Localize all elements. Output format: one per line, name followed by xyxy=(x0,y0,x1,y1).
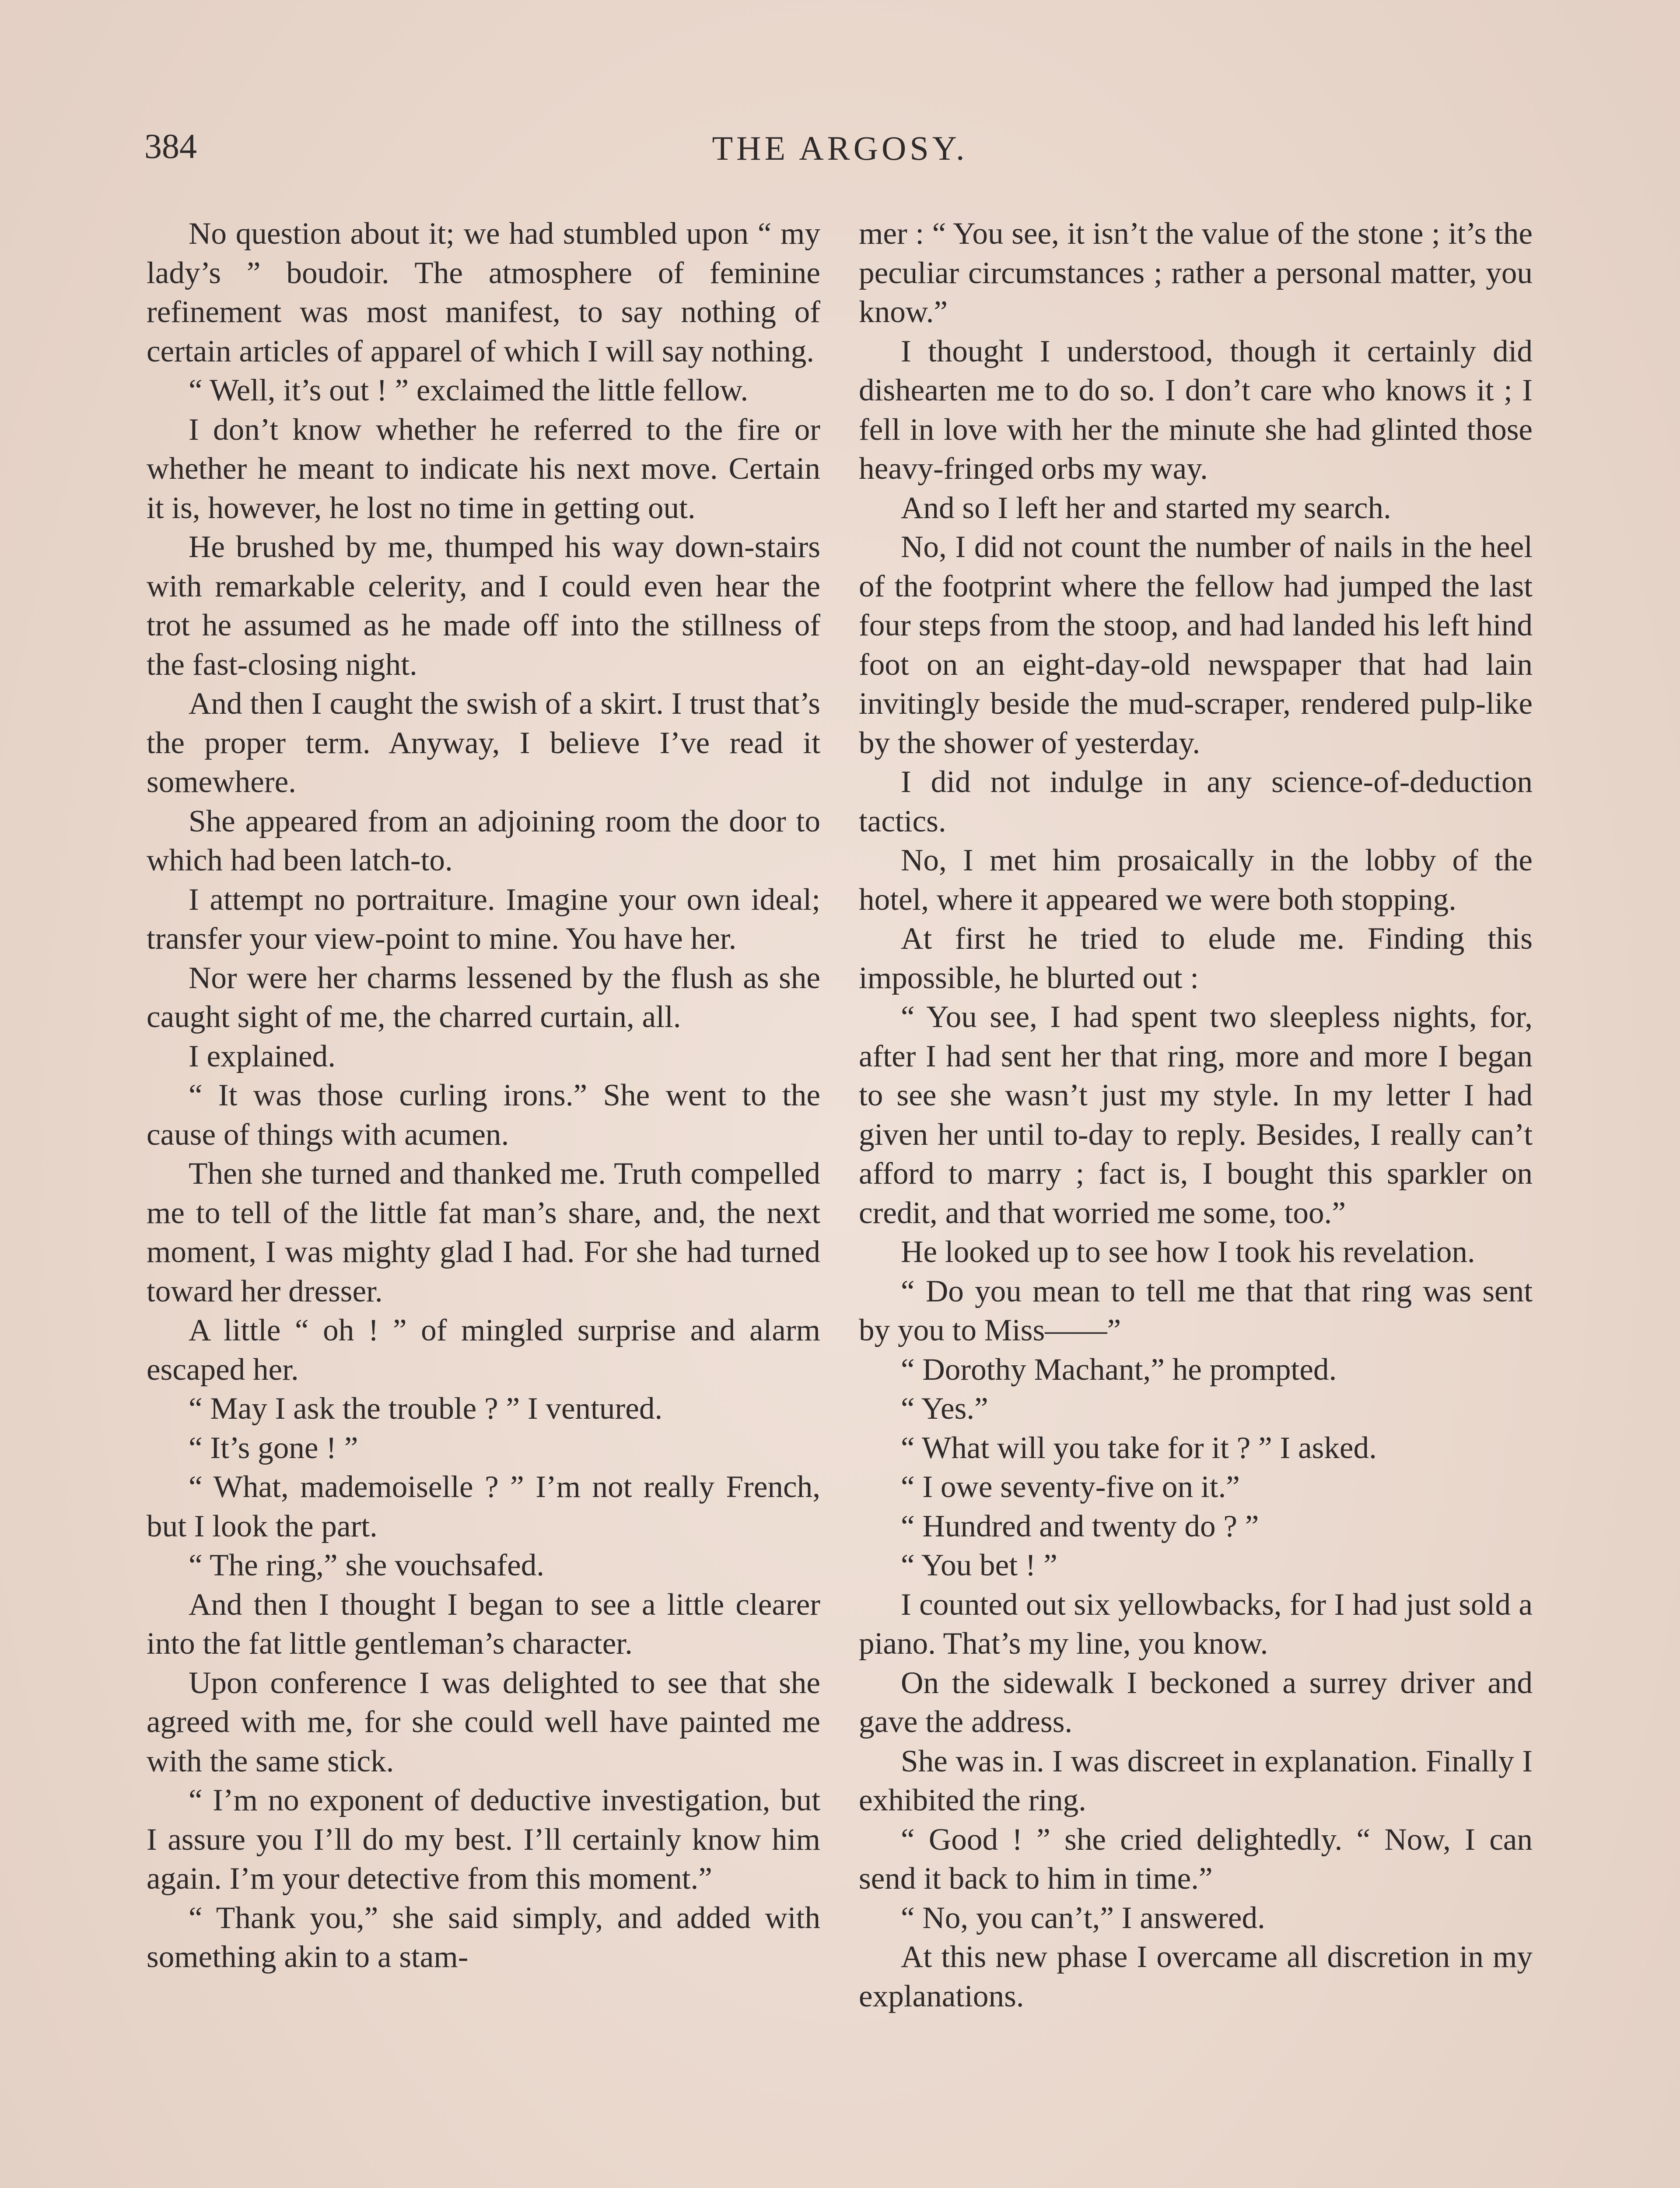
paragraph: And so I left her and started my search. xyxy=(901,491,1391,525)
paragraph: I don’t know whether he referred to the fire or whether he meant to indicate his next move. Certain it is, however, he lost no time in getting out. xyxy=(147,412,820,525)
right-column xyxy=(859,214,1533,2016)
paragraph: I thought I understood, though it certainly did dishearten me to do so. I don’t care who knows it ; I fell in love with her the minute she had glinted those heavy-fringed orbs my way. xyxy=(859,334,1533,486)
paragraph: I counted out six yellowbacks, for I had just sold a piano. That’s my line, you know. xyxy=(859,1587,1533,1661)
paragraph: “ No, you can’t,” I answered. xyxy=(901,1900,1265,1935)
paragraph: “ You bet ! ” xyxy=(901,1548,1057,1582)
paragraph: No question about it; we had stumbled upon “ my lady’s ” boudoir. The atmosphere of feminine refinement was most manifest, to say nothing of certain articles of apparel of which I will say nothing. xyxy=(147,217,820,368)
paragraph: “ The ring,” she vouchsafed. xyxy=(189,1548,545,1582)
paragraph: “ It’s gone ! ” xyxy=(189,1431,358,1465)
paragraph: mer : “ You see, it isn’t the value of the stone ; it’s the peculiar circumstances ; rather a personal matter, you know.” xyxy=(859,217,1533,329)
paragraph: Then she turned and thanked me. Truth compelled me to tell of the little fat man’s share, and, the next moment, I was mighty glad I had. For she had turned toward her dresser. xyxy=(147,1157,820,1308)
paragraph: On the sidewalk I beckoned a surrey driver and gave the address. xyxy=(859,1666,1533,1739)
paragraph: A little “ oh ! ” of mingled surprise and alarm escaped her. xyxy=(147,1313,820,1387)
paragraph: “ Well, it’s out ! ” exclaimed the little fellow. xyxy=(189,373,749,407)
paragraph: At first he tried to elude me. Finding this impossible, he blurted out : xyxy=(859,922,1533,995)
paragraph: “ Hundred and twenty do ? ” xyxy=(901,1509,1259,1543)
paragraph: At this new phase I overcame all discretion in my explanations. xyxy=(859,1940,1533,2013)
paragraph: “ Good ! ” she cried delightedly. “ Now, I can send it back to him in time.” xyxy=(859,1822,1533,1896)
running-head: THE ARGOSY. xyxy=(712,129,968,167)
paragraph: I did not indulge in any science-of-deduction tactics. xyxy=(859,765,1533,838)
paragraph: He brushed by me, thumped his way down-stairs with remarkable celerity, and I could even hear the trot he assumed as he made off into the stillness of the fast-closing night. xyxy=(147,530,820,682)
paragraph: “ May I ask the trouble ? ” I ventured. xyxy=(189,1392,663,1426)
paragraph: “ What will you take for it ? ” I asked. xyxy=(901,1431,1377,1465)
paragraph: I explained. xyxy=(189,1039,336,1073)
paragraph: And then I caught the swish of a skirt. I trust that’s the proper term. Anyway, I believe I’ve read it somewhere. xyxy=(147,687,820,799)
paragraph: Nor were her charms lessened by the flush as she caught sight of me, the charred curtain, all. xyxy=(147,961,820,1034)
paragraph: “ I owe seventy-five on it.” xyxy=(901,1470,1240,1504)
paragraph: I attempt no portraiture. Imagine your own ideal; transfer your view-point to mine. You have her. xyxy=(147,882,820,956)
paragraph: Upon conference I was delighted to see that she agreed with me, for she could well have painted me with the same stick. xyxy=(147,1666,820,1778)
paragraph: “ It was those curling irons.” She went to the cause of things with acumen. xyxy=(147,1078,820,1152)
paragraph: And then I thought I began to see a little clearer into the fat little gentleman’s character. xyxy=(147,1587,820,1661)
paragraph: “ I’m no exponent of deductive investigation, but I assure you I’ll do my best. I’ll certainly know him again. I’m your detective from this moment.” xyxy=(147,1783,820,1896)
paragraph: “ Thank you,” she said simply, and added with something akin to a stam- xyxy=(147,1900,820,1974)
left-column xyxy=(147,214,820,1977)
paragraph: She was in. I was discreet in explanation. Finally I exhibited the ring. xyxy=(859,1744,1533,1817)
paragraph: He looked up to see how I took his revelation. xyxy=(901,1235,1475,1269)
paragraph: “ Yes.” xyxy=(901,1392,988,1426)
paragraph: “ What, mademoiselle ? ” I’m not really French, but I look the part. xyxy=(147,1470,820,1543)
paragraph: “ Do you mean to tell me that that ring was sent by you to Miss——” xyxy=(859,1274,1533,1347)
paragraph: No, I did not count the number of nails in the heel of the footprint where the fellow had jumped the last four steps from the stoop, and had landed his left hind foot on an eight-day-old newspaper that had lain invitingly beside the mud-scraper, rendered pulp-like by the shower of yesterday. xyxy=(859,530,1533,760)
paragraph: She appeared from an adjoining room the door to which had been latch-to. xyxy=(147,804,820,877)
paragraph: “ You see, I had spent two sleepless nights, for, after I had sent her that ring, more and more I began to see she wasn’t just my style. In my letter I had given her until to-day to reply. Besides, I really can’t afford to marry ; fact is, I bought this sparkler on credit, and that worried me some, too.” xyxy=(859,1000,1533,1230)
paragraph: No, I met him prosaically in the lobby of the hotel, where it appeared we were both stopping. xyxy=(859,843,1533,917)
paragraph: “ Dorothy Machant,” he prompted. xyxy=(901,1352,1337,1387)
page-number: 384 xyxy=(144,127,197,166)
